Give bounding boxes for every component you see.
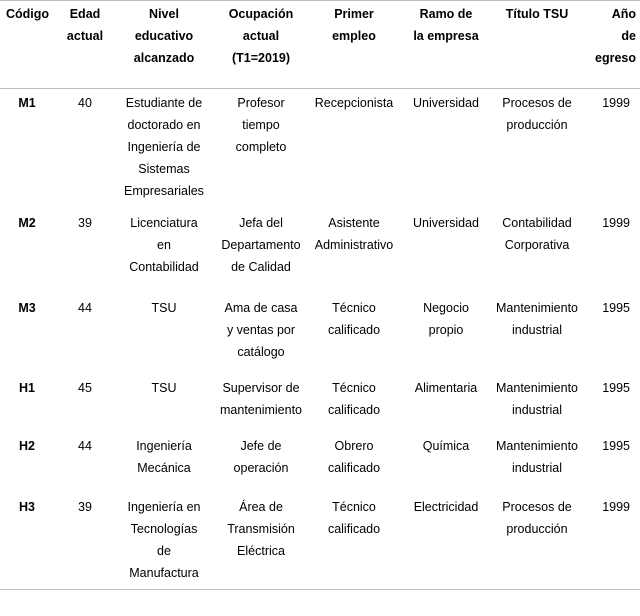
column-header-ocupacion-actual-line: actual [242,29,280,43]
column-header-primer-empleo-line: empleo [332,29,376,43]
cell-titulo-tsu-line: industrial [511,322,563,337]
cell-primer-empleo-line: Administrativo [314,237,394,252]
cell-edad-actual [54,493,116,590]
cell-codigo [0,493,54,590]
cell-nivel-educativo-line: doctorado en [127,118,201,132]
cell-ramo-empresa-line: propio [428,322,464,337]
table-row [0,432,640,493]
table-row [0,209,640,294]
column-header-edad-actual-line: Edad [69,7,101,21]
column-header-nivel-educativo-line: Nivel [149,7,179,21]
cell-ocupacion-actual-line: completo [235,140,287,154]
column-header-anio-egreso-line: egreso [595,51,636,65]
cell-codigo-line: H2 [19,438,35,453]
cell-ramo-empresa-line: Alimentaria [414,380,478,395]
column-header-primer-empleo-line: Primer [334,7,374,21]
cell-ocupacion-actual-line: Profesor [237,96,285,110]
cell-anio-egreso-line: 1995 [602,300,630,315]
cell-primer-empleo-line: calificado [327,322,381,337]
column-header-ramo-empresa-line: Ramo de [419,7,473,21]
cell-ramo-empresa [398,209,494,294]
cell-edad-actual-line: 44 [78,438,92,453]
cell-nivel-educativo-line: Mecánica [137,460,191,475]
cell-ocupacion-actual-line: y ventas por [226,322,296,337]
column-header-nivel-educativo [116,1,212,89]
cell-codigo-line: M2 [18,215,36,230]
cell-anio-egreso [580,493,640,590]
cell-edad-actual [54,89,116,209]
cell-ocupacion-actual-line: Departamento [221,237,301,252]
cell-anio-egreso-line: 1999 [602,215,630,230]
cell-ocupacion-actual-line: Área de [239,499,283,514]
cell-primer-empleo-line: Obrero [334,438,374,453]
cell-ramo-empresa-line: Universidad [412,96,479,110]
cell-titulo-tsu-line: Procesos de [502,96,572,110]
cell-titulo-tsu-line: industrial [511,460,563,475]
cell-nivel-educativo-line: Ingeniería [136,438,192,453]
column-header-edad-actual [54,1,116,89]
column-header-primer-empleo [310,1,398,89]
cell-nivel-educativo-line: TSU [151,380,177,395]
cell-nivel-educativo-line: Tecnologías [130,521,198,536]
cell-ocupacion-actual [212,432,310,493]
cell-ramo-empresa-line: Universidad [412,215,479,230]
column-header-ocupacion-actual-line: Ocupación [228,7,294,21]
column-header-ramo-empresa-line: la empresa [413,29,479,43]
cell-primer-empleo-line: calificado [327,460,381,475]
cell-ocupacion-actual-line: Ama de casa [224,300,298,315]
column-header-anio-egreso-line: de [621,29,636,43]
cell-ocupacion-actual [212,493,310,590]
column-header-titulo-tsu [494,1,580,89]
cell-ocupacion-actual-line: Supervisor de [222,380,300,395]
cell-anio-egreso-line: 1999 [602,499,630,514]
cell-edad-actual [54,432,116,493]
cell-titulo-tsu-line: Procesos de [502,499,572,514]
cell-codigo-line: H1 [19,380,35,395]
cell-codigo-line: M3 [18,300,36,315]
cell-ocupacion-actual-line: Jefa del [239,215,283,230]
cell-primer-empleo [310,209,398,294]
cell-ocupacion-actual-line: operación [233,460,289,475]
cell-titulo-tsu-line: industrial [511,402,563,417]
cell-titulo-tsu-line: producción [506,521,568,536]
cell-nivel-educativo-line: Estudiante de [125,96,203,110]
cell-nivel-educativo-line: Ingeniería de [127,140,201,154]
cell-primer-empleo-line: Asistente [328,215,380,230]
column-header-nivel-educativo-line: alcanzado [133,51,195,65]
cell-titulo-tsu [494,294,580,374]
column-header-anio-egreso-line: Año [611,7,636,21]
cell-titulo-tsu [494,209,580,294]
cell-primer-empleo-line: calificado [327,521,381,536]
header-row [0,1,640,89]
cell-titulo-tsu [494,89,580,209]
cell-nivel-educativo [116,209,212,294]
cell-nivel-educativo [116,432,212,493]
cell-titulo-tsu-line: Contabilidad [502,215,572,230]
cell-nivel-educativo-line: TSU [151,300,177,315]
cell-edad-actual-line: 39 [78,499,92,514]
cell-edad-actual-line: 44 [78,300,92,315]
cell-edad-actual [54,374,116,432]
column-header-titulo-tsu-line: Título TSU [505,7,569,21]
cell-nivel-educativo-line: en [157,237,171,252]
cell-anio-egreso-line: 1999 [602,96,630,110]
cell-edad-actual [54,294,116,374]
cell-ramo-empresa-line: Negocio [423,300,469,315]
table-row [0,374,640,432]
cell-nivel-educativo-line: Empresariales [124,184,204,198]
cell-nivel-educativo-line: Contabilidad [129,259,199,274]
cell-nivel-educativo-line: Sistemas [138,162,190,176]
cell-anio-egreso [580,89,640,209]
cell-nivel-educativo [116,493,212,590]
table-row [0,89,640,209]
table-row [0,493,640,590]
cell-titulo-tsu-line: Mantenimiento [496,300,578,315]
cell-ocupacion-actual [212,294,310,374]
cell-primer-empleo [310,374,398,432]
cell-ocupacion-actual-line: tiempo [242,118,280,132]
cell-nivel-educativo-line: Manufactura [129,565,199,580]
cell-titulo-tsu [494,432,580,493]
table-header [0,1,640,89]
column-header-codigo [0,1,54,89]
cell-nivel-educativo-line: de [157,543,171,558]
cell-edad-actual [54,209,116,294]
cell-codigo [0,294,54,374]
cell-ramo-empresa [398,493,494,590]
column-header-codigo-line: Código [6,7,50,21]
cell-codigo-line: H3 [19,499,35,514]
cell-ocupacion-actual-line: Transmisión [227,521,295,536]
cell-anio-egreso [580,294,640,374]
cell-nivel-educativo-line: Licenciatura [130,215,198,230]
cell-ramo-empresa [398,89,494,209]
cell-primer-empleo-line: calificado [327,402,381,417]
cell-primer-empleo [310,432,398,493]
cell-ramo-empresa [398,374,494,432]
cell-ocupacion-actual [212,89,310,209]
cell-primer-empleo-line: Técnico [332,300,376,315]
cell-ramo-empresa [398,294,494,374]
cell-primer-empleo-line: Recepcionista [314,96,394,110]
cell-anio-egreso [580,209,640,294]
cell-anio-egreso [580,374,640,432]
table-body [0,89,640,590]
column-header-ocupacion-actual-line: (T1=2019) [231,51,291,65]
cell-nivel-educativo [116,89,212,209]
cell-titulo-tsu [494,493,580,590]
cell-edad-actual-line: 39 [78,215,92,230]
cell-edad-actual-line: 40 [78,96,92,110]
cell-primer-empleo [310,294,398,374]
cell-ocupacion-actual-line: Jefe de [240,438,282,453]
cell-nivel-educativo-line: Ingeniería en [127,499,201,514]
cell-ocupacion-actual-line: catálogo [237,344,285,359]
cell-nivel-educativo [116,374,212,432]
cell-anio-egreso-line: 1995 [602,380,630,395]
cell-anio-egreso [580,432,640,493]
cell-ramo-empresa-line: Electricidad [413,499,479,514]
column-header-nivel-educativo-line: educativo [134,29,194,43]
cell-titulo-tsu [494,374,580,432]
cell-codigo [0,374,54,432]
table-row [0,294,640,374]
cell-nivel-educativo [116,294,212,374]
cell-codigo [0,432,54,493]
cell-titulo-tsu-line: Mantenimiento [496,380,578,395]
cell-primer-empleo [310,89,398,209]
cell-ocupacion-actual-line: mantenimiento [220,402,302,417]
cell-codigo [0,89,54,209]
cell-codigo [0,209,54,294]
cell-ocupacion-actual-line: Eléctrica [237,543,285,558]
cell-ocupacion-actual [212,374,310,432]
cell-codigo-line: M1 [18,96,36,110]
cell-ramo-empresa [398,432,494,493]
cell-edad-actual-line: 45 [78,380,92,395]
cell-ocupacion-actual-line: de Calidad [231,259,291,274]
cell-anio-egreso-line: 1995 [602,438,630,453]
column-header-ramo-empresa [398,1,494,89]
cell-titulo-tsu-line: producción [506,118,568,132]
column-header-edad-actual-line: actual [66,29,104,43]
cell-titulo-tsu-line: Corporativa [504,237,570,252]
cell-titulo-tsu-line: Mantenimiento [496,438,578,453]
column-header-ocupacion-actual [212,1,310,89]
cell-primer-empleo-line: Técnico [332,499,376,514]
cell-ocupacion-actual [212,209,310,294]
column-header-anio-egreso [580,1,640,89]
cell-primer-empleo-line: Técnico [332,380,376,395]
cell-primer-empleo [310,493,398,590]
cell-ramo-empresa-line: Química [422,438,470,453]
